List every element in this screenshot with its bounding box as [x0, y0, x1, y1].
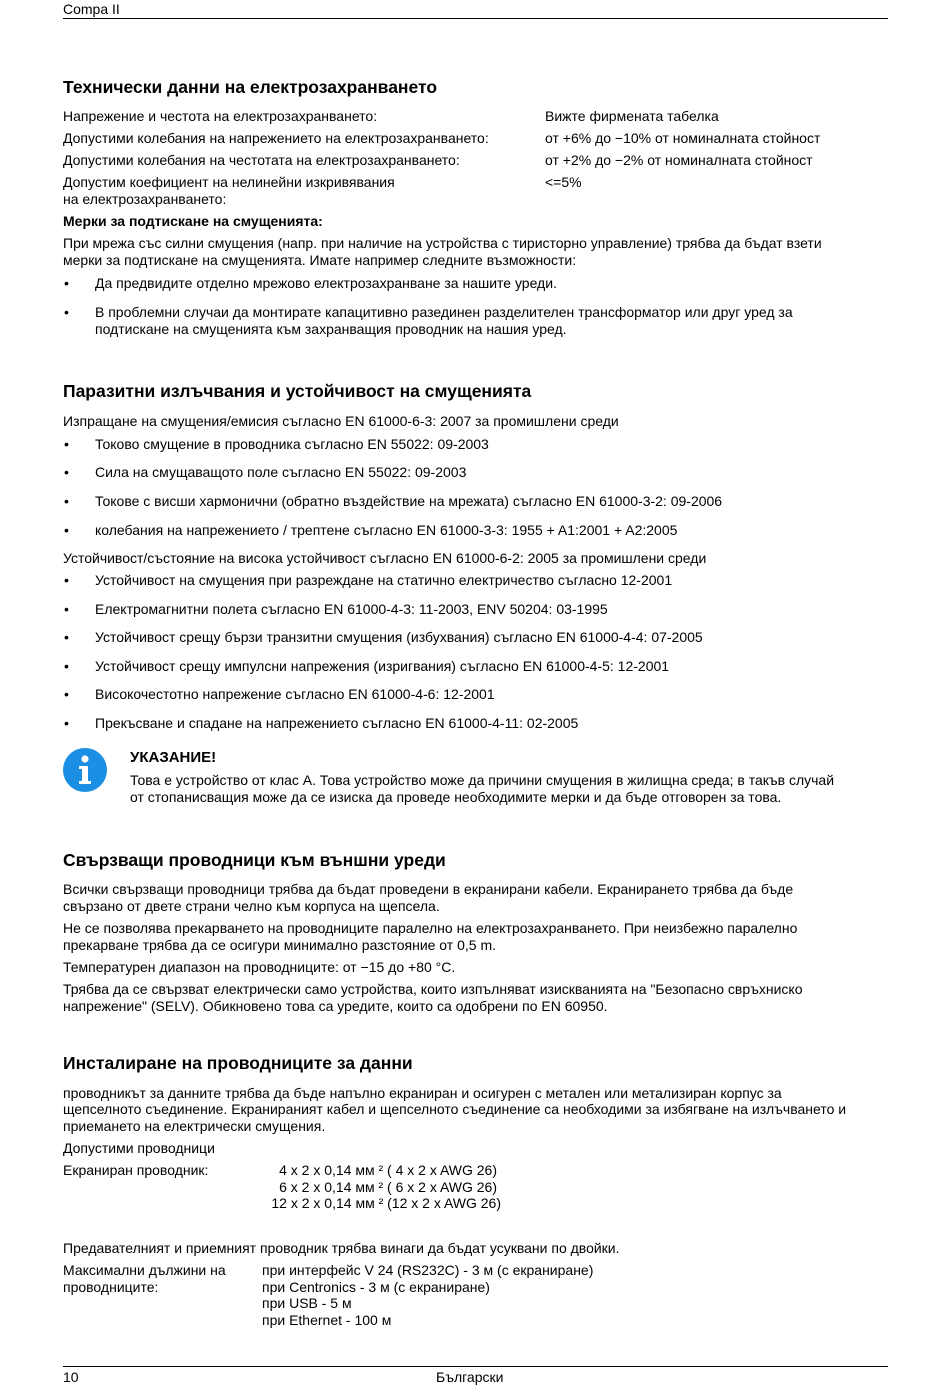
note-title: УКАЗАНИЕ!	[130, 749, 217, 766]
paragraph-line: прекарване трябва да се осигури минимално разстояние от 0,5 m.	[63, 937, 496, 953]
page-number: 10	[63, 1369, 79, 1385]
paragraph-line: Трябва да се свързват електрически само устройства, които изпълняват изискванията на "Безопасно свръхниско	[63, 981, 803, 997]
bullet-item: • Високочестотно напрежение съгласно EN 61000-4-6: 12-2001	[95, 686, 890, 703]
max-length-label-cont: проводниците:	[63, 1279, 159, 1295]
shielded-cable-label: Екраниран проводник:	[63, 1162, 209, 1178]
spec-label: Допустими колебания на честотата на електрозахранването:	[63, 152, 460, 168]
spec-label: Напрежение и честота на електрозахранването:	[63, 108, 378, 124]
paragraph-line: Температурен диапазон на проводниците: от −15 до +80 °C.	[63, 959, 456, 975]
paragraph-line: Допустими проводници	[63, 1140, 215, 1156]
paragraph-line: щепселното съединение. Екранираният кабел и щепселното съединение са необходими за избягване на излъчването и	[63, 1101, 847, 1117]
running-header: Compa II	[63, 1, 120, 17]
shielded-cable-spec: 4 x 2 x 0,14 мм ² ( 4 x 2 x AWG 26)	[279, 1162, 497, 1178]
section-title-data-cables: Инсталиране на проводниците за данни	[63, 1053, 413, 1073]
bullet-item: • В проблемни случаи да монтирате капацитивно разединен разделителен трансформатор или друг уред за	[95, 304, 890, 321]
spec-label: Допустими колебания на напрежението на електрозахранването:	[63, 130, 489, 146]
paragraph-line: мерки за подтискане на смущенията. Имате например следните възможности:	[63, 252, 577, 268]
spec-value: от +6% до −10% от номиналната стойност	[545, 130, 821, 146]
max-length-value: при Centronics - 3 м (с екраниране)	[262, 1279, 490, 1295]
spec-label-cont: на електрозахранването:	[63, 191, 227, 207]
paragraph-line: Изпращане на смущения/емисия съгласно EN 61000-6-3: 2007 за промишлени среди	[63, 413, 619, 429]
paragraph-line: проводникът за данните трябва да бъде напълно екраниран и осигурен с метален или метализиран корпус за	[63, 1085, 782, 1101]
bullet-item: • Електромагнитни полета съгласно EN 61000-4-3: 11-2003, ENV 50204: 03-1995	[95, 601, 890, 618]
footer-language: Български	[436, 1369, 504, 1385]
spec-value: от +2% до −2% от номиналната стойност	[545, 152, 813, 168]
paragraph-line: Всички свързващи проводници трябва да бъдат проведени в екранирани кабели. Екранирането трябва да бъде	[63, 881, 794, 897]
bullet-item: • Устойчивост на смущения при разреждане на статично електричество съгласно 12-2001	[95, 572, 890, 589]
max-length-value: при Ethernet - 100 м	[262, 1312, 392, 1328]
spec-value: Вижте фирмената табелка	[545, 108, 719, 124]
paragraph-line: свързано от двете страни челно към корпуса на щепсела.	[63, 898, 440, 914]
paragraph-line: Предавателният и приемният проводник трябва винаги да бъдат усуквани по двойки.	[63, 1240, 620, 1256]
section-title-power-supply: Технически данни на електрозахранването	[63, 77, 438, 97]
footer-rule	[63, 1366, 888, 1367]
bullet-item: • Да предвидите отделно мрежово електрозахранване за нашите уреди.	[95, 275, 890, 292]
bullet-item: • колебания на напрежението / трептене съгласно EN 61000-3-3: 1955 + A1:2001 + A2:2005	[95, 522, 890, 539]
paragraph-line: Устойчивост/състояние на висока устойчивост съгласно EN 61000-6-2: 2005 за промишлени среди	[63, 550, 707, 566]
info-icon	[63, 748, 107, 792]
spec-label: Допустим коефициент на нелинейни изкривявания	[63, 174, 395, 190]
paragraph-line: напрежение" (SELV). Обикновено това са уредите, които са одобрени по EN 60950.	[63, 998, 608, 1014]
bullet-item: • Устойчивост срещу импулсни напрежения (изригвания) съгласно EN 61000-4-5: 12-2001	[95, 658, 890, 675]
max-length-label: Максимални дължини на	[63, 1262, 226, 1278]
section-title-emissions: Паразитни излъчвания и устойчивост на смущенията	[63, 381, 532, 401]
bullet-item: • Токово смущение в проводника съгласно EN 55022: 09-2003	[95, 436, 890, 453]
bullet-item-cont: подтискане на смущенията към захранващия проводник на нашия уред.	[95, 321, 567, 337]
paragraph-line: приемането на електрически смущения.	[63, 1118, 326, 1134]
shielded-cable-spec: 6 x 2 x 0,14 мм ² ( 6 x 2 x AWG 26)	[279, 1179, 497, 1195]
bullet-item: • Сила на смущаващото поле съгласно EN 55022: 09-2003	[95, 464, 890, 481]
shielded-cable-spec: 12 x 2 x 0,14 мм ² (12 x 2 x AWG 26)	[271, 1195, 501, 1211]
max-length-value: при USB - 5 м	[262, 1295, 352, 1311]
bullet-item: • Прекъсване и спадане на напрежението съгласно EN 61000-4-11: 02-2005	[95, 715, 890, 732]
spec-value: <=5%	[545, 174, 582, 190]
paragraph-line: Не се позволява прекарването на проводниците паралелно на електрозахранването. При неизбежно паралелно	[63, 920, 798, 936]
paragraph-line: При мрежа със силни смущения (напр. при наличие на устройства с тиристорно управление) трябва да бъдат взети	[63, 235, 822, 251]
header-rule	[63, 18, 888, 19]
note-text-line: от стопанисващия може да се изиска да проведе необходимите мерки и да бъде отговорен за това.	[130, 789, 782, 805]
bullet-item: • Устойчивост срещу бързи транзитни смущения (избухвания) съгласно EN 61000-4-4: 07-2005	[95, 629, 890, 646]
subheading-interference: Мерки за подтискане на смущенията:	[63, 213, 323, 229]
section-title-connecting-cables: Свързващи проводници към външни уреди	[63, 850, 446, 870]
bullet-item: • Токове с висши хармонични (обратно въздействие на мрежата) съгласно EN 61000-3-2: 09-2006	[95, 493, 890, 510]
max-length-value: при интерфейс V 24 (RS232C) - 3 м (с екраниране)	[262, 1262, 594, 1278]
note-text-line: Това е устройство от клас А. Това устройство може да причини смущения в жилищна среда; в такъв случай	[130, 772, 835, 788]
